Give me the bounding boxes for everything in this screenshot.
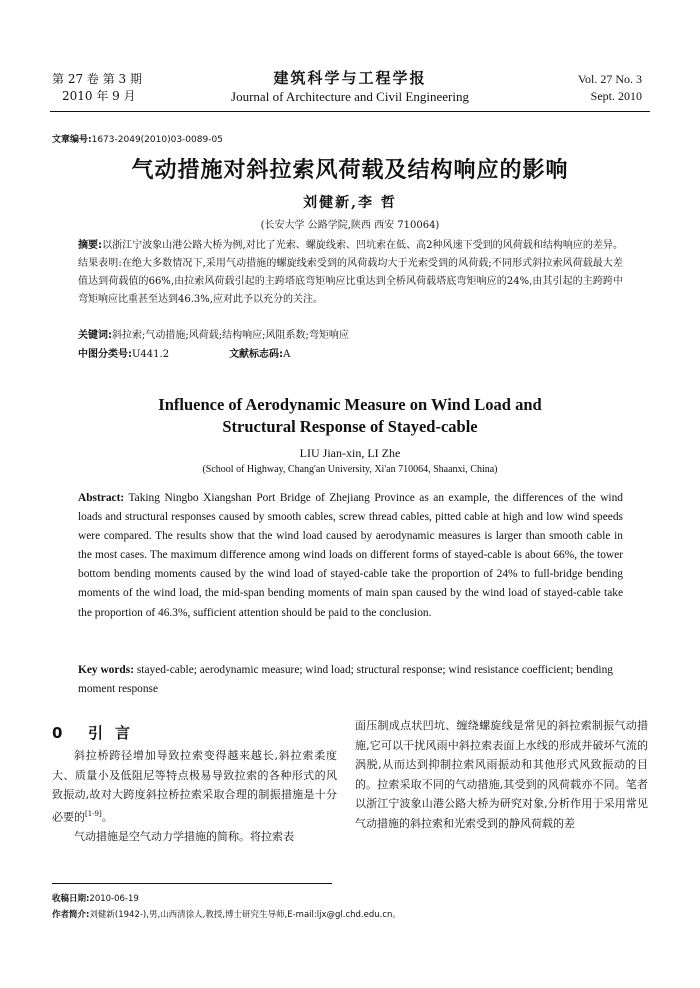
- section-title: 引言: [88, 724, 143, 742]
- body-paragraph-2: 气动措施是空气动力学措施的简称。将拉索表: [74, 830, 294, 844]
- title-en: [0, 394, 700, 438]
- article-number: [52, 132, 223, 145]
- abstract-en: [78, 489, 623, 623]
- article-number-value: 1673-2049(2010)03-0089-05: [91, 135, 223, 145]
- paragraph-1-end: 。: [101, 810, 113, 824]
- abstract-zh: [78, 237, 623, 309]
- paragraph-1-text: 斜拉桥跨径增加导致拉索变得越来越长,斜拉索柔度大、质量小及低阻尼等特点极易导致拉索的各种形式的风致振动,故对大跨度斜拉桥拉索采取合理的制振措施是十分必要的: [52, 749, 337, 824]
- title-en-line2: Structural Response of Stayed-cable: [222, 417, 478, 436]
- clc-label: 中图分类号:: [78, 349, 132, 360]
- clc-value: U441.2: [132, 349, 170, 360]
- classification-line: [78, 346, 290, 364]
- keywords-zh-text: 斜拉索;气动措施;风荷载;结构响应;风阻系数;弯矩响应: [112, 330, 349, 341]
- footnote-received: [52, 893, 652, 906]
- abstract-en-text: Taking Ningbo Xiangshan Port Bridge of Zhejiang Province as an example, the differences of the wind loads and structural responses caused by smooth cables, screw thread cables, pitted cable at high and low wind speeds were compared. The results show that the wind load caused by aerodynamic measures is larger than smooth cable in the most cases. The maximum difference among wind loads on different forms of stayed-cable is about 66%, the tower bottom bending moments caused by the wind load of stayed-cable take the proportion of 24% to full-bridge bending moments of the wind load, the mid-span bending moments of main span caused by the wind load of stayed-cable take the proportion of 46.3%, sufficient attention should be paid to the conclusion.: [78, 492, 623, 619]
- received-label: 收稿日期:: [52, 894, 90, 904]
- journal-title-zh: 建筑科学与工程学报: [273, 69, 427, 87]
- volume-issue-zh: 第 27 卷 第 3 期: [52, 72, 142, 86]
- body-column-right: [355, 716, 648, 834]
- keywords-en-text: stayed-cable; aerodynamic measure; wind load; structural response; wind resistance coefficient; bending moment response: [78, 664, 613, 695]
- article-number-label: 文章编号:: [52, 135, 92, 145]
- footnote-divider: [52, 883, 332, 884]
- title-zh: 气动措施对斜拉索风荷载及结构响应的影响: [131, 158, 569, 183]
- received-date: 2010-06-19: [89, 894, 139, 904]
- journal-title-en: Journal of Architecture and Civil Engineering: [231, 89, 469, 104]
- section-number: 0: [52, 724, 63, 742]
- date-en: Sept. 2010: [590, 89, 642, 103]
- doc-code-label: 文献标志码:: [229, 349, 284, 360]
- keywords-en-label: Key words:: [78, 664, 134, 676]
- abstract-zh-label: 摘要:: [78, 240, 103, 251]
- authors-en: LIU Jian-xin, LI Zhe: [299, 446, 401, 460]
- bio-label: 作者简介:: [52, 910, 90, 920]
- citation-ref: [1-9]: [85, 809, 102, 818]
- running-header-left: [52, 71, 142, 105]
- body-column-left: [52, 746, 337, 847]
- doc-code-value: A: [283, 349, 291, 360]
- keywords-zh: [78, 327, 623, 345]
- title-en-line1: Influence of Aerodynamic Measure on Wind Load and: [158, 395, 542, 414]
- section-heading: [52, 722, 142, 743]
- abstract-en-label: Abstract:: [78, 492, 125, 504]
- keywords-en: [78, 661, 623, 699]
- authors-zh: 刘健新,李 哲: [303, 195, 397, 211]
- affiliation-en: (School of Highway, Chang'an University, Xi'an 710064, Shaanxi, China): [202, 464, 498, 475]
- volume-issue-en: Vol. 27 No. 3: [577, 72, 642, 86]
- affiliation-zh: (长安大学 公路学院,陕西 西安 710064): [260, 220, 440, 231]
- body-paragraph-2-continued: 面压制成点状凹坑、缠绕螺旋线是常见的斜拉索制振气动措施,它可以干扰风雨中斜拉索表面上水线的形成并破坏气流的涡脱,从而达到抑制拉索风雨振动和其他形式风致振动的目的。拉索采取不同的气动措施,其受到的风荷载亦不同。笔者以浙江宁波象山港公路大桥为研究对象,分析作用于采用常见气动措施的斜拉索和光索受到的静风荷载的差: [355, 719, 648, 830]
- keywords-zh-label: 关键词:: [78, 330, 112, 341]
- running-header-center: [200, 68, 500, 106]
- bio-text: 刘健新(1942-),男,山西清徐人,教授,博士研究生导师,E-mail:ljx@gl.chd.edu.cn。: [89, 910, 401, 920]
- date-zh: 2010 年 9 月: [62, 89, 136, 103]
- abstract-zh-text: 以浙江宁波象山港公路大桥为例,对比了光索、螺旋线索、凹坑索在低、高2种风速下受到的风荷载和结构响应的差异。结果表明:在绝大多数情况下,采用气动措施的螺旋线索受到的风荷载均大于光索受到的风荷载;不同形式斜拉索风荷载最大差值达到荷载值的66%,由拉索风荷载引起的主跨塔底弯矩响应比重达到全桥风荷载塔底弯矩响应的24%,由其引起的主跨跨中弯矩响应比重甚至达到46.3%,应对此予以充分的关注。: [78, 240, 624, 305]
- footnote-author-bio: [52, 909, 652, 922]
- running-header-right: [578, 71, 642, 105]
- header-divider: [50, 111, 650, 112]
- body-paragraph-1: [52, 746, 337, 827]
